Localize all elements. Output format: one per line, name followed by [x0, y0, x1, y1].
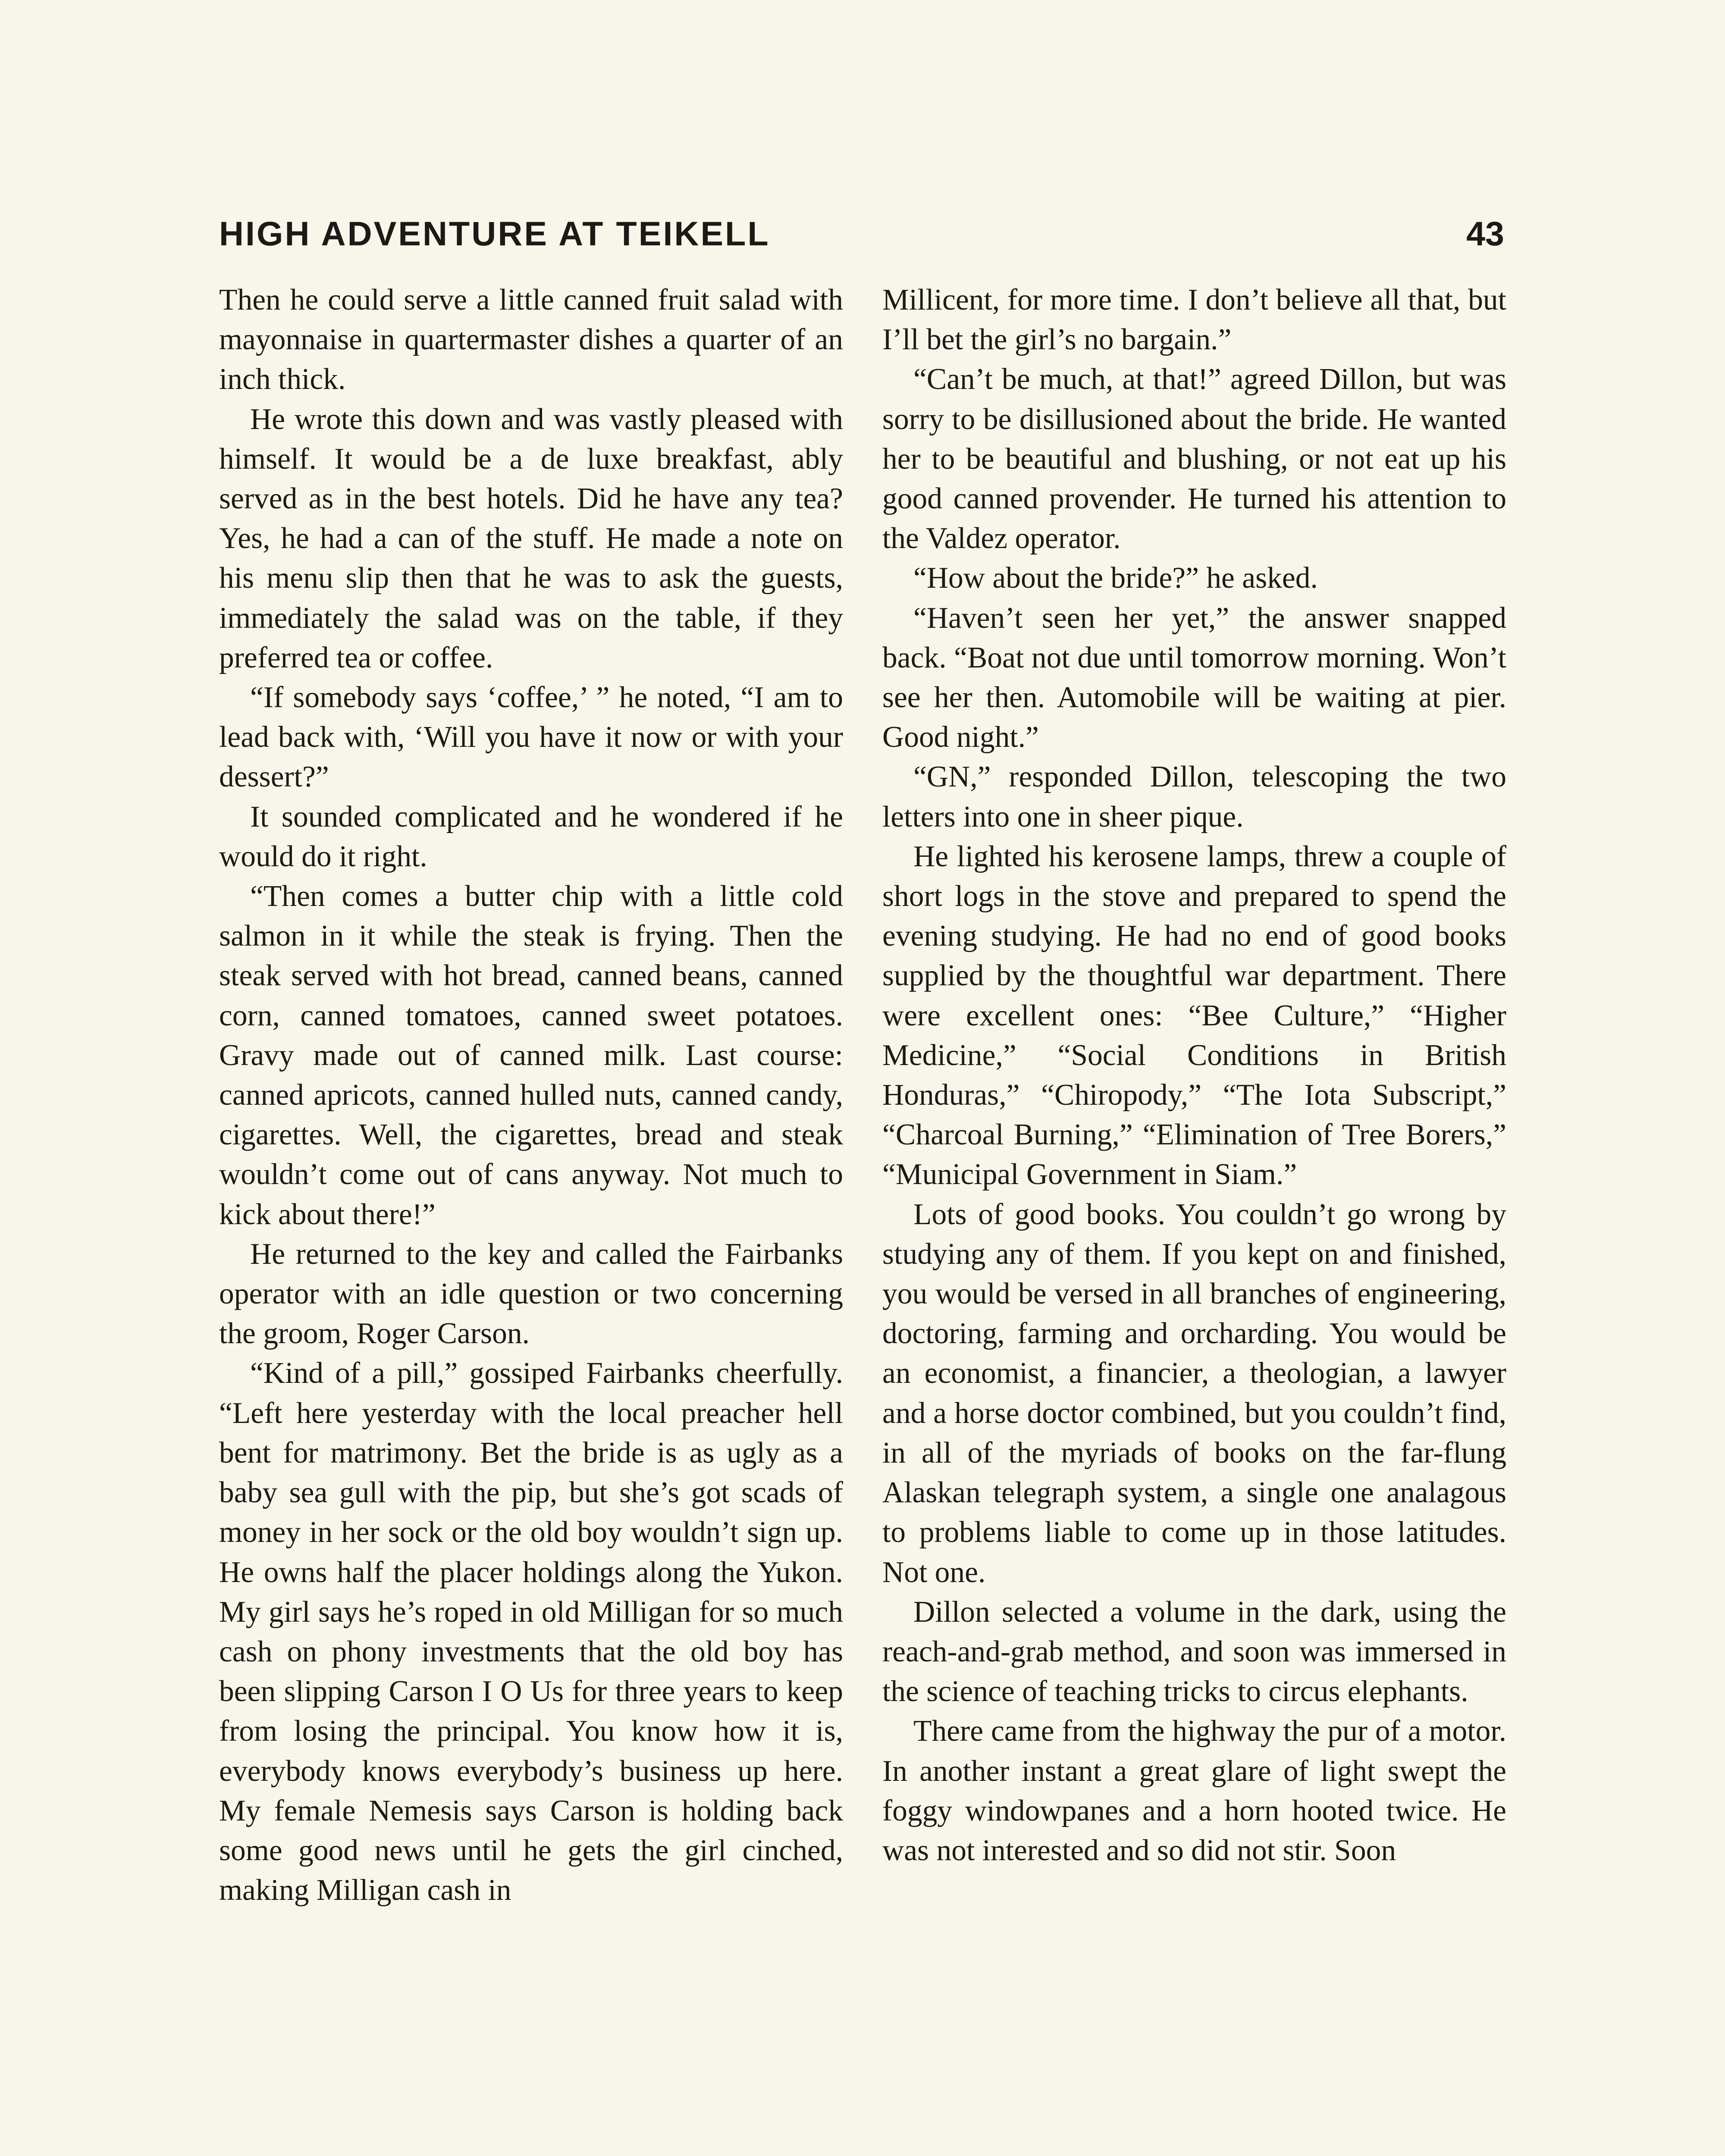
paragraph: There came from the highway the pur of a motor. In another instant a great glare of light swept the foggy windowpanes and a horn hooted twice. He was not interested and so did not stir. Soon	[882, 1714, 1506, 1867]
paragraph: “GN,” responded Dillon, telescoping the two letters into one in sheer pique.	[882, 760, 1506, 834]
paragraph: He wrote this down and was vastly pleased with himself. It would be a de luxe breakfast, ably served as in the best hotels. Did he have any tea? Yes, he had a can of the stuff. He made a note on his menu slip then that he was to ask the guests, immediately the salad was on the table, if they preferred tea or coffee.	[219, 402, 843, 674]
paragraph: “If somebody says ‘coffee,’ ” he noted, “I am to lead back with, ‘Will you have it now or with your dessert?”	[219, 681, 843, 794]
paragraph: Then he could serve a little canned fruit salad with mayonnaise in quartermaster dishes a quarter of an inch thick.	[219, 283, 843, 396]
paragraph: “How about the bride?” he asked.	[913, 561, 1318, 595]
paragraph: “Then comes a butter chip with a little cold salmon in it while the steak is frying. Then the steak served with hot bread, canned beans, canned corn, canned tomatoes, canned sweet potatoes. Gravy made out of canned milk. Last course: canned apricots, canned hulled nuts, canned candy, cigarettes. Well, the cigarettes, bread and steak wouldn’t come out of cans anyway. Not much to kick about there!”	[219, 880, 843, 1231]
paragraph: Millicent, for more time. I don’t believe all that, but I’ll bet the girl’s no bargain.”	[882, 283, 1506, 357]
paragraph: He returned to the key and called the Fairbanks operator with an idle question or two concerning the groom, Roger Carson.	[219, 1237, 843, 1351]
paragraph: Lots of good books. You couldn’t go wrong by studying any of them. If you kept on and finished, you would be versed in all branches of engineering, doctoring, farming and orcharding. You would be an economist, a financier, a theologian, a lawyer and a horse doctor combined, but you couldn’t find, in all of the myriads of books on the far-flung Alaskan telegraph system, a single one analagous to problems liable to come up in those latitudes. Not one.	[882, 1197, 1506, 1589]
paragraph: It sounded complicated and he wondered if he would do it right.	[219, 800, 843, 873]
text-column-right	[882, 280, 1506, 2156]
paragraph: “Haven’t seen her yet,” the answer snapped back. “Boat not due until tomorrow morning. Won’t see her then. Automobile will be waiting at pier. Good night.”	[882, 601, 1506, 754]
paragraph: Dillon selected a volume in the dark, using the reach-and-grab method, and soon was immersed in the science of teaching tricks to circus elephants.	[882, 1595, 1506, 1708]
paragraph: He lighted his kerosene lamps, threw a couple of short logs in the stove and prepared to spend the evening studying. He had no end of good books supplied by the thoughtful war department. There were excellent ones: “Bee Culture,” “Higher Medicine,” “Social Conditions in British Honduras,” “Chiropody,” “The Iota Subscript,” “Charcoal Burning,” “Elimination of Tree Borers,” “Municipal Government in Siam.”	[882, 840, 1506, 1191]
text-column-left	[219, 280, 843, 2156]
page-header	[219, 208, 1504, 260]
paragraph: “Kind of a pill,” gossiped Fairbanks cheerfully. “Left here yesterday with the local preacher hell bent for matrimony. Bet the bride is as ugly as a baby sea gull with the pip, but she’s got scads of money in her sock or the old boy wouldn’t sign up. He owns half the placer holdings along the Yukon. My girl says he’s roped in old Milligan for so much cash on phony investments that the old boy has been slipping Carson I O Us for three years to keep from losing the principal. You know how it is, everybody knows everybody’s business up here. My female Nemesis says Carson is holding back some good news until he gets the girl cinched, making Milligan cash in	[219, 1357, 843, 1907]
page-number: 43	[1466, 214, 1504, 253]
paragraph: “Can’t be much, at that!” agreed Dillon, but was sorry to be disillusioned about the bride. He wanted her to be beautiful and blushing, or not eat up his good canned provender. He turned his attention to the Valdez operator.	[882, 363, 1506, 555]
running-title: HIGH ADVENTURE AT TEIKELL	[219, 214, 770, 253]
